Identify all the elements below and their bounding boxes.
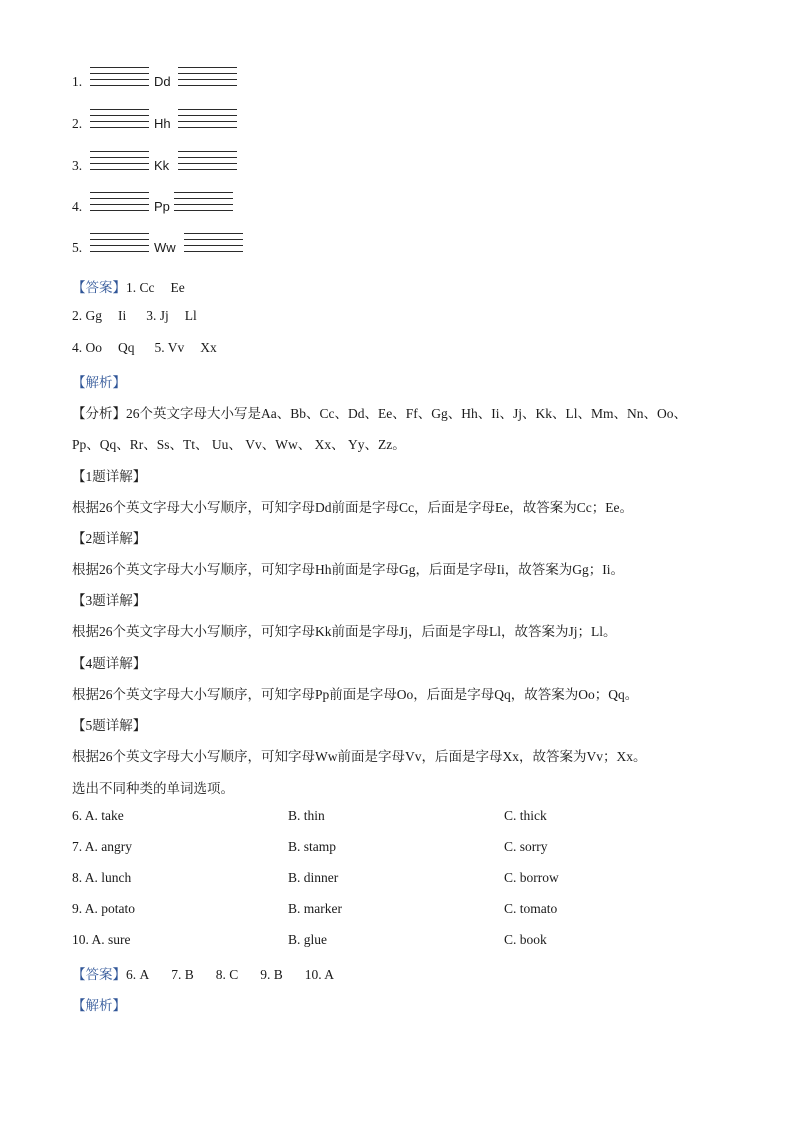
answer-item: 5. Vv bbox=[154, 340, 185, 355]
option-b[interactable]: B. dinner bbox=[288, 870, 339, 885]
answer-item: Qq bbox=[118, 340, 135, 355]
option-c[interactable]: C. borrow bbox=[504, 870, 559, 885]
option-a[interactable]: 10. A. sure bbox=[72, 932, 131, 947]
question-number: 5. bbox=[72, 240, 83, 255]
section-instruction: 选出不同种类的单词选项。 bbox=[72, 781, 234, 796]
option-c[interactable]: C. thick bbox=[504, 808, 547, 823]
detail-text-5: 根据26个英文字母大小写顺序，可知字母Ww前面是字母Vv，后面是字母Xx，故答案为Vv；Xx。 bbox=[72, 749, 647, 764]
answer-item: Ii bbox=[118, 308, 127, 323]
detail-text-1: 根据26个英文字母大小写顺序，可知字母Dd前面是字母Cc，后面是字母Ee，故答案为Cc；Ee。 bbox=[72, 500, 633, 515]
fenxi-tag: 【分析】 bbox=[72, 406, 126, 421]
fenxi-line-2: Pp、Qq、Rr、Ss、Tt、 Uu、 Vv、Ww、 Xx、 Yy、Zz。 bbox=[72, 437, 406, 452]
fenxi-line-1 bbox=[72, 402, 687, 422]
given-letter: Dd bbox=[154, 74, 171, 89]
option-b[interactable]: B. stamp bbox=[288, 839, 337, 854]
answer-item: 8. C bbox=[215, 967, 239, 982]
given-letter: Ww bbox=[154, 240, 176, 255]
answer-item: 3. Jj bbox=[146, 308, 169, 323]
answer-line-1 bbox=[72, 276, 185, 296]
given-letter: Hh bbox=[154, 116, 171, 131]
question-row-7 bbox=[72, 839, 732, 857]
answer-item: 6. A bbox=[126, 967, 150, 982]
answer-tag: 【答案】 bbox=[72, 967, 126, 982]
option-b[interactable]: B. glue bbox=[288, 932, 327, 947]
option-c[interactable]: C. sorry bbox=[504, 839, 548, 854]
question-number: 1. bbox=[72, 74, 83, 89]
analysis-tag: 【解析】 bbox=[72, 375, 126, 390]
question-row-9 bbox=[72, 901, 732, 919]
option-a[interactable]: 6. A. take bbox=[72, 808, 124, 823]
given-letter: Kk bbox=[154, 158, 170, 173]
detail-text-3: 根据26个英文字母大小写顺序，可知字母Kk前面是字母Jj，后面是字母Ll，故答案为Jj；Ll。 bbox=[72, 624, 617, 639]
question-number: 4. bbox=[72, 199, 83, 214]
answer-line-4 bbox=[72, 963, 334, 983]
option-c[interactable]: C. book bbox=[504, 932, 547, 947]
writing-row-2 bbox=[72, 109, 242, 139]
detail-tag-4: 【4题详解】 bbox=[72, 656, 147, 671]
detail-tag-3: 【3题详解】 bbox=[72, 593, 147, 608]
analysis-tag: 【解析】 bbox=[72, 998, 126, 1013]
given-letter: Pp bbox=[154, 199, 170, 214]
answer-item: Ll bbox=[184, 308, 197, 323]
writing-row-3 bbox=[72, 151, 242, 181]
question-row-6 bbox=[72, 808, 732, 826]
answer-item: 2. Gg bbox=[72, 308, 102, 323]
question-row-8 bbox=[72, 870, 732, 888]
answer-line-2 bbox=[72, 308, 197, 324]
answer-item: 4. Oo bbox=[72, 340, 102, 355]
answer-item: 1. Cc bbox=[126, 280, 155, 295]
option-b[interactable]: B. marker bbox=[288, 901, 342, 916]
writing-row-5 bbox=[72, 233, 247, 263]
writing-row-1 bbox=[72, 67, 242, 97]
fenxi-text: 26个英文字母大小写是Aa、Bb、Cc、Dd、Ee、Ff、Gg、Hh、Ii、Jj、Kk、Ll、Mm、Nn、Oo、 bbox=[126, 406, 687, 421]
question-row-10 bbox=[72, 932, 732, 950]
answer-line-3 bbox=[72, 340, 217, 356]
question-number: 2. bbox=[72, 116, 83, 131]
answer-item: 10. A bbox=[304, 967, 335, 982]
option-a[interactable]: 8. A. lunch bbox=[72, 870, 132, 885]
option-a[interactable]: 7. A. angry bbox=[72, 839, 132, 854]
detail-tag-5: 【5题详解】 bbox=[72, 718, 147, 733]
option-b[interactable]: B. thin bbox=[288, 808, 325, 823]
answer-item: 7. B bbox=[171, 967, 194, 982]
answer-tag: 【答案】 bbox=[72, 280, 126, 295]
detail-text-4: 根据26个英文字母大小写顺序，可知字母Pp前面是字母Oo，后面是字母Qq，故答案为Oo；Qq。 bbox=[72, 687, 639, 702]
answer-item: Ee bbox=[170, 280, 185, 295]
detail-text-2: 根据26个英文字母大小写顺序，可知字母Hh前面是字母Gg，后面是字母Ii，故答案为Gg；Ii。 bbox=[72, 562, 624, 577]
detail-tag-2: 【2题详解】 bbox=[72, 531, 147, 546]
detail-tag-1: 【1题详解】 bbox=[72, 469, 147, 484]
question-number: 3. bbox=[72, 158, 83, 173]
answer-item: 9. B bbox=[260, 967, 283, 982]
option-c[interactable]: C. tomato bbox=[504, 901, 558, 916]
writing-row-4 bbox=[72, 192, 242, 222]
option-a[interactable]: 9. A. potato bbox=[72, 901, 135, 916]
answer-item: Xx bbox=[200, 340, 217, 355]
